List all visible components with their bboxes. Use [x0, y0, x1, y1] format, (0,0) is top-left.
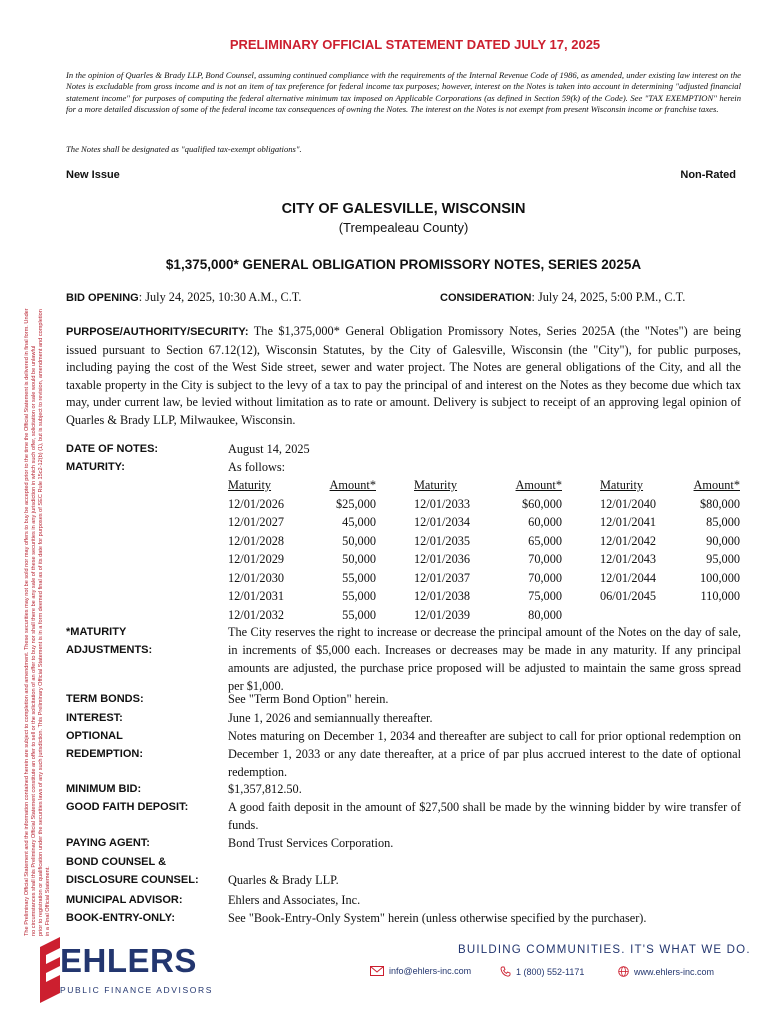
footer-email-text[interactable]: info@ehlers-inc.com — [389, 966, 472, 976]
optional-redemption-label — [66, 727, 143, 763]
maturity-amount: 60,000 — [528, 515, 562, 529]
disclaimer-line-1: The Preliminary Official Statement and the information contained herein are subject to completion and amendment. These securities may not be sold nor may offers to buy be accepted prior to the time the Official Statement is delivered in final form. Under — [24, 308, 30, 936]
maturity-date: 12/01/2044 — [600, 570, 657, 585]
maturity-amount: 75,000 — [528, 589, 562, 603]
maturity-amount: 95,000 — [706, 552, 740, 566]
optional-redemption-label-2: REDEMPTION: — [66, 748, 143, 760]
purpose-paragraph — [66, 323, 741, 430]
maturity-amount: $80,000 — [700, 496, 740, 511]
maturity-amount: 70,000 — [528, 570, 562, 585]
municipal-advisor-value: Ehlers and Associates, Inc. — [228, 893, 361, 907]
bid-opening-value: : July 24, 2025, 10:30 A.M., C.T. — [138, 290, 302, 304]
maturity-amount: 55,000 — [342, 589, 376, 603]
maturity-date: 12/01/2041 — [600, 515, 657, 529]
maturity-amount: 110,000 — [700, 589, 740, 603]
maturity-adjustments-value: The City reserves the right to increase or decrease the principal amount of the Notes on the day of sale, in increments of $5,000 each. Increases or decreases may be made in any maturity. If any principal amounts are adjusted, the purchase price proposed will be adjusted to maintain the same gross spread per $1,000. — [228, 625, 741, 693]
disclaimer-sidebar — [24, 64, 58, 936]
maturity-amount: 90,000 — [706, 533, 740, 548]
consideration — [440, 290, 685, 305]
maturity-date: 06/01/2045 — [600, 589, 657, 603]
footer-web-text[interactable]: www.ehlers-inc.com — [634, 966, 715, 977]
logo-wordmark: EHLERS — [60, 942, 197, 979]
maturity-date: 12/01/2034 — [414, 515, 471, 529]
maturity-date: 12/01/2031 — [228, 589, 285, 603]
optional-redemption-value: Notes maturing on December 1, 2034 and thereafter are subject to call for prior optional redemption on December 1, 2033 or any date thereafter, at a price of par plus accrued interest to the date of optional redemption. — [228, 729, 741, 779]
maturity-header: Maturity — [228, 478, 272, 492]
issue-title: $1,375,000* GENERAL OBLIGATION PROMISSORY NOTES, SERIES 2025A — [165, 257, 642, 272]
good-faith-value: A good faith deposit in the amount of $27,500 shall be made by the winning bidder by wire transfer of funds. — [228, 800, 741, 832]
footer-email[interactable] — [370, 966, 471, 976]
purpose-text: The $1,375,000* General Obligation Promissory Notes, Series 2025A (the "Notes") are being issued pursuant to Section 67.12(12), Wisconsin Statutes, by the City of Galesville, Wisconsin (the "City"), for public purposes, including paying the cost of the West Side street, sewer and water project. The Notes are general obligations of the City, and all the taxable property in the City is subject to the levy of a tax to pay the principal of and interest on the Notes as they become due which tax may, under current law, be levied without limitation as to rate or amount. Delivery is subject to receipt of an approving legal opinion of Quarles & Brady LLP, Milwaukee, Wisconsin. — [66, 324, 741, 427]
maturity-date: 12/01/2042 — [600, 533, 657, 548]
maturity-adjustments-label-2: ADJUSTMENTS: — [66, 644, 153, 656]
maturity-header: Maturity — [600, 478, 644, 492]
footer-phone-text[interactable]: 1 (800) 552-1171 — [516, 966, 585, 977]
maturity-dates-col-1 — [228, 476, 284, 624]
disclaimer-line-4: in a Final Official Statement. — [45, 866, 51, 936]
maturity-date: 12/01/2028 — [228, 533, 285, 548]
maturity-adjustments-label — [66, 623, 152, 659]
maturity-amount: 55,000 — [342, 570, 376, 585]
bond-counsel-label — [66, 853, 199, 889]
good-faith-label: GOOD FAITH DEPOSIT: — [66, 801, 189, 813]
term-bonds-value: See "Term Bond Option" herein. — [228, 692, 389, 706]
minimum-bid-label: MINIMUM BID: — [66, 783, 142, 795]
bond-counsel-value: Quarles & Brady LLP. — [228, 873, 339, 887]
maturity-amount: $25,000 — [336, 496, 376, 511]
maturity-amount: 50,000 — [342, 552, 376, 566]
amounts-col-3 — [664, 476, 740, 606]
amount-header: Amount* — [329, 478, 376, 492]
consideration-value: : July 24, 2025, 5:00 P.M., C.T. — [531, 290, 686, 304]
maturity-amount: 80,000 — [528, 607, 562, 622]
maturity-date: 12/01/2037 — [414, 570, 471, 585]
footer-tagline: BUILDING COMMUNITIES. IT'S WHAT WE DO. — [458, 944, 751, 956]
phone-icon — [500, 966, 511, 977]
disclaimer-line-3: prior to registration or qualification under the securities laws of any such jurisdiction. This Preliminary Official Statement is in a form deemed final as of its date for purposes of SEC Rule 15c2-12(b) (1), but is subject to revision, amendment and completion — [38, 309, 44, 936]
book-entry-value: See "Book-Entry-Only System" herein (unless otherwise specified by the purchaser). — [228, 911, 647, 925]
maturity-date: 12/01/2033 — [414, 496, 471, 511]
maturity-date: 12/01/2039 — [414, 607, 471, 622]
maturity-date: 12/01/2043 — [600, 552, 657, 566]
document-title: PRELIMINARY OFFICIAL STATEMENT DATED JULY 17, 2025 — [229, 37, 601, 52]
bid-opening-label: BID OPENING — [66, 292, 139, 304]
maturity-amount: 70,000 — [528, 552, 562, 566]
maturity-label: MATURITY: — [66, 461, 125, 473]
maturity-adjustments-label-1: *MATURITY — [66, 626, 127, 638]
footer-phone[interactable] — [500, 966, 584, 977]
new-issue-label: New Issue — [66, 169, 120, 181]
footer-web[interactable] — [618, 966, 714, 977]
amount-header: Amount* — [693, 478, 740, 492]
maturity-date: 12/01/2032 — [228, 607, 285, 622]
maturity-amount: 65,000 — [528, 533, 562, 548]
tax-opinion: In the opinion of Quarles & Brady LLP, Bond Counsel, assuming continued compliance with the requirements of the Internal Revenue Code of 1986, as amended, under existing law interest on the Notes is excludable from gross income and is not an item of tax preference for federal income tax purposes; however, interest on the Notes is taken into account in determining "adjusted financial statement income" for purposes of computing the federal alternative minimum tax imposed on Applicable Corporations (as defined in Section 59(k) of the Code). See "TAX EXEMPTION" herein for a more detailed discussion of some of the federal income tax consequences of owning the Notes. The interest on the Notes is not exempt from present Wisconsin income or franchise taxes. — [66, 70, 741, 115]
maturity-header: Maturity — [414, 478, 458, 492]
interest-label: INTEREST: — [66, 712, 123, 724]
disclaimer-line-2: no circumstances shall this Preliminary Official Statement constitute an offer to sell or the solicitation of an offer to buy nor shall there be any sale of these securities in any jurisdiction in which such offer, solicitation or sale would be unlawful — [31, 345, 37, 936]
maturity-date: 12/01/2027 — [228, 515, 285, 529]
purpose-label: PURPOSE/AUTHORITY/SECURITY: — [66, 326, 249, 338]
maturity-amount: 50,000 — [342, 533, 376, 548]
envelope-icon — [370, 966, 384, 976]
issuer-name: CITY OF GALESVILLE, WISCONSIN — [281, 201, 526, 217]
term-bonds-label: TERM BONDS: — [66, 693, 144, 705]
bid-opening — [66, 290, 301, 305]
municipal-advisor-label: MUNICIPAL ADVISOR: — [66, 894, 183, 906]
amounts-col-2 — [486, 476, 562, 624]
minimum-bid-value: $1,357,812.50. — [228, 782, 302, 796]
maturity-amount: $60,000 — [522, 496, 562, 511]
logo-subtitle: PUBLIC FINANCE ADVISORS — [60, 985, 213, 995]
maturity-value: As follows: — [228, 460, 286, 474]
book-entry-label: BOOK-ENTRY-ONLY: — [66, 912, 175, 924]
maturity-date: 12/01/2040 — [600, 496, 657, 511]
maturity-date: 12/01/2036 — [414, 552, 471, 566]
designation-note: The Notes shall be designated as "qualified tax-exempt obligations". — [66, 144, 302, 154]
paying-agent-label: PAYING AGENT: — [66, 837, 150, 849]
maturity-amount: 45,000 — [342, 515, 376, 529]
interest-value: June 1, 2026 and semiannually thereafter. — [228, 711, 433, 725]
date-of-notes-label: DATE OF NOTES: — [66, 443, 159, 455]
maturity-amount: 85,000 — [706, 515, 740, 529]
maturity-dates-col-3 — [600, 476, 656, 606]
maturity-dates-col-2 — [414, 476, 470, 624]
maturity-date: 12/01/2038 — [414, 589, 471, 603]
amount-header: Amount* — [515, 478, 562, 492]
issuer-county: (Trempealeau County) — [338, 220, 469, 235]
paying-agent-value: Bond Trust Services Corporation. — [228, 836, 394, 850]
globe-icon — [618, 966, 629, 977]
optional-redemption-label-1: OPTIONAL — [66, 730, 123, 742]
rating-label: Non-Rated — [680, 169, 736, 181]
maturity-date: 12/01/2026 — [228, 496, 285, 511]
bond-counsel-label-1: BOND COUNSEL & — [66, 856, 167, 868]
maturity-date: 12/01/2029 — [228, 552, 285, 566]
maturity-amount: 100,000 — [700, 570, 740, 585]
maturity-date: 12/01/2030 — [228, 570, 285, 585]
date-of-notes-value: August 14, 2025 — [228, 442, 310, 456]
maturity-amount: 55,000 — [342, 607, 376, 622]
bond-counsel-label-2: DISCLOSURE COUNSEL: — [66, 874, 199, 886]
maturity-date: 12/01/2035 — [414, 533, 471, 548]
amounts-col-1 — [300, 476, 376, 624]
consideration-label: CONSIDERATION — [440, 292, 532, 304]
